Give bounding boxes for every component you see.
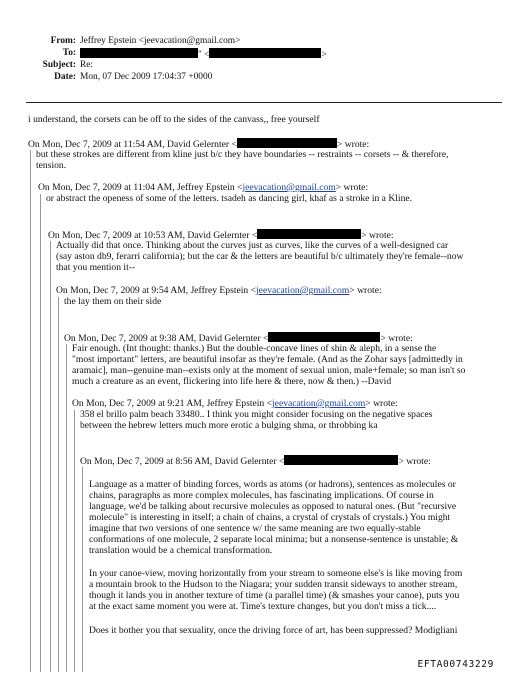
quote-line: (say aston db9, ferarri california); but the car & the letters are beautiful b/c ultimately they're female--now [56, 251, 464, 262]
attribution-text: On Mon, Dec 7, 2009 at 9:38 AM, David Gelernter < [64, 333, 269, 344]
attribution-wrote: > wrote: [349, 285, 382, 296]
attribution-wrote: > wrote: [336, 139, 370, 150]
to-quote: " [198, 50, 202, 60]
quote-line: much a creature as an event, flickering into life here & there, now & then.) --David [72, 376, 392, 387]
attribution-wrote: > wrote: [335, 182, 369, 193]
quote-attribution [80, 455, 431, 467]
attribution-text: On Mon, Dec 7, 2009 at 8:56 AM, David Gelernter < [80, 456, 285, 467]
quote-line: between the hebrew letters much more erotic a bulging shma, or throbbing ka [80, 420, 378, 431]
date-label: Date: [54, 72, 76, 82]
quote-line: tension. [36, 160, 67, 171]
attribution-wrote: > wrote: [398, 456, 431, 467]
attribution-text: On Mon, Dec 7, 2009 at 11:04 AM, Jeffrey Epstein < [38, 182, 243, 193]
to-label: To: [62, 48, 76, 58]
attribution-wrote: > wrote: [365, 398, 398, 409]
redaction-box [284, 455, 398, 465]
date-value: Mon, 07 Dec 2009 17:04:37 +0000 [80, 72, 213, 82]
quote-attribution [38, 182, 368, 193]
redaction-box [237, 138, 337, 148]
quote-line: translation would be a chemical transformation. [89, 545, 273, 556]
quote-line: Fair enough. (Int thought: thanks.) But the double-concave lines of shin & aleph, in a sense the [72, 343, 437, 354]
quote-line: but these strokes are different from kline just b/c they have boundaries -- restraints -- corsets -- & therefore, [36, 149, 449, 160]
quote-line: Does it bother you that sexuality, once the driving force of art, has been suppressed? Modigliani [89, 625, 458, 636]
from-value: Jeffrey Epstein <jeevacation@gmail.com> [80, 36, 241, 46]
quote-line: In your canoe-view, moving horizontally from your stream to someone else's is like moving from [89, 568, 463, 579]
attribution-text: On Mon, Dec 7, 2009 at 11:54 AM, David Gelernter < [28, 139, 237, 150]
email-link[interactable]: jeevacation@gmail.com [272, 398, 366, 409]
quote-line: 358 el brillo palm beach 33480.. I think you might consider focusing on the negative spaces [80, 409, 433, 420]
attribution-wrote: > wrote: [361, 230, 394, 241]
quote-line: Actually did that once. Thinking about the curves just as curves, like the curves of a well-designed car [56, 240, 449, 251]
quote-line: that you mention it-- [56, 262, 136, 273]
quote-line: language, we'd be talking about recursive molecules as opposed to natural ones. (But "recursive [89, 501, 457, 512]
quote-line: aramaic], man--genuine man--exists only at the moment of sexual union, male+female; so man isn't so [72, 365, 466, 376]
quote-line: at the exact same moment you were at. Time's texture changes, but you don't miss a tick.... [89, 601, 437, 612]
quote-line: molecule" is interesting in itself; a chain of chains, a crystal of crystals of crystals.) You might [89, 512, 451, 523]
redaction-box [80, 48, 198, 58]
quote-line: conformations of one molecule, 2 separate local minima; but a nonsense-sentence is unstable; & [89, 534, 459, 545]
quote-line: Language as a matter of binding forces, words as atoms (or hadrons), sentences as molecules or [89, 479, 456, 490]
quote-bar [50, 241, 51, 672]
quote-bar [82, 467, 83, 672]
quote-line: imagine that two versions of one sentence w/ the same meaning are two equally-stable [89, 523, 421, 534]
top-message: i understand, the corsets can be off to the sides of the canvass,, free yourself [28, 114, 320, 125]
attribution-text: On Mon, Dec 7, 2009 at 10:53 AM, David Gelernter < [48, 230, 258, 241]
document-id: EFTA00743229 [417, 659, 494, 670]
redaction-box [268, 332, 380, 342]
quote-line: though it lands you in another texture of time (a parallel time) (& smashes your canoe), puts you [89, 590, 460, 601]
quote-bar [58, 297, 59, 672]
quote-line: the lay them on their side [64, 296, 162, 307]
attribution-wrote: > wrote: [380, 333, 413, 344]
to-lt: < [204, 50, 210, 60]
from-label: From: [50, 36, 76, 46]
redaction-box [209, 48, 321, 58]
email-link[interactable]: jeevacation@gmail.com [242, 182, 336, 193]
quote-bar [74, 410, 75, 672]
quote-bar [66, 344, 67, 672]
quote-attribution [72, 398, 398, 409]
header-divider [26, 102, 502, 103]
quote-line: "most important" letters, are beautiful insofar as they're female. (And as the Zohar says [admittedly in [72, 354, 463, 365]
redaction-box [257, 229, 361, 239]
to-gt: > [321, 50, 327, 60]
quote-attribution [56, 285, 382, 296]
subject-label: Subject: [42, 60, 76, 70]
to-value [80, 48, 327, 61]
quote-bar [40, 194, 41, 672]
subject-value: Re: [80, 60, 94, 70]
attribution-text: On Mon, Dec 7, 2009 at 9:21 AM, Jeffrey Epstein < [72, 398, 273, 409]
attribution-text: On Mon, Dec 7, 2009 at 9:54 AM, Jeffrey Epstein < [56, 285, 257, 296]
quote-bar [30, 150, 31, 672]
quote-line: a mountain brook to the Hudson to the Niagara; your sudden transit sideways to another stream, [89, 579, 458, 590]
email-link[interactable]: jeevacation@gmail.com [256, 285, 350, 296]
quote-line: or abstract the openess of some of the letters. tsadeh as dancing girl, khaf as a stroke in a Kline. [46, 193, 413, 204]
quote-line: chains, paragraphs as more complex molecules, has fascinating implications. Of course in [89, 490, 434, 501]
